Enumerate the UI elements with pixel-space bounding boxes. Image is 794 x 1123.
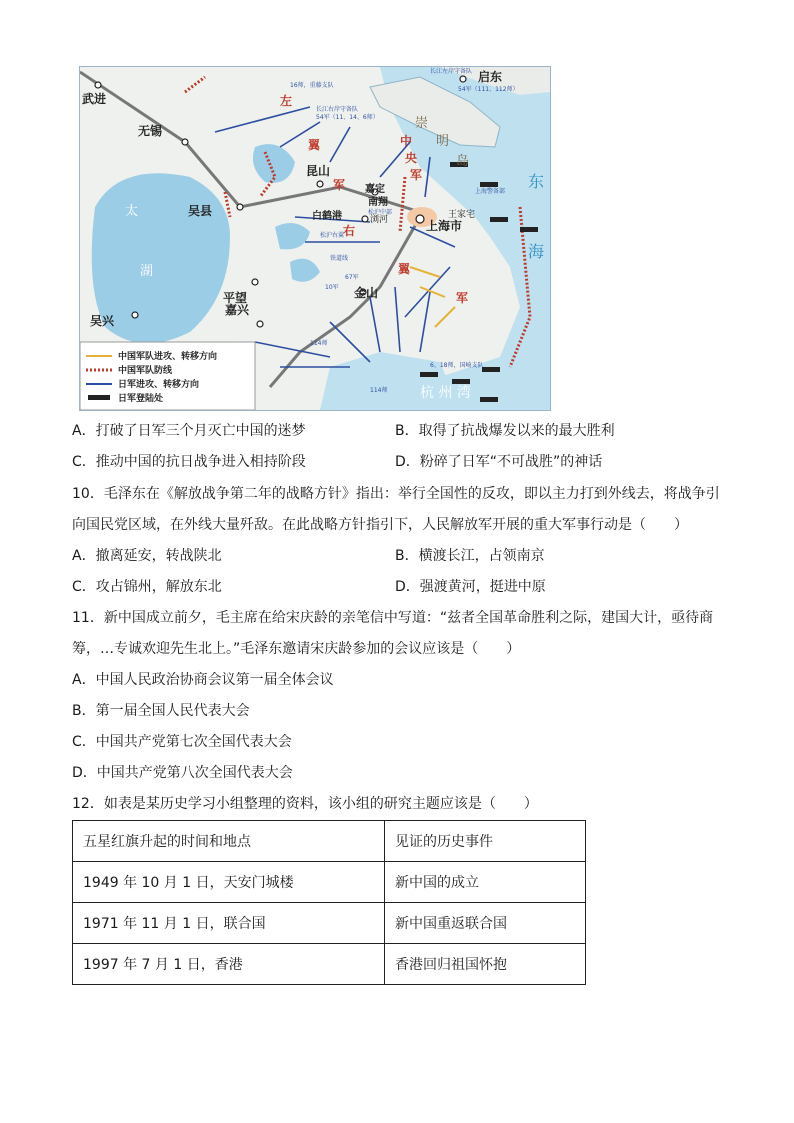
label-center-2: 央 bbox=[405, 151, 418, 165]
label-qidong: 启东 bbox=[478, 70, 503, 84]
label-chongming-3: 岛 bbox=[456, 154, 470, 169]
label-hangzhou-bay: 杭 州 湾 bbox=[420, 385, 471, 401]
table-cell-event: 新中国的成立 bbox=[385, 862, 586, 903]
label-songhu-right: 松沪右翼 bbox=[320, 232, 345, 239]
label-right-2: 翼 bbox=[398, 262, 411, 276]
battle-map bbox=[79, 66, 551, 411]
q9-option-b: B．取得了抗战爆发以来的最大胜利 bbox=[395, 423, 615, 439]
label-yangtze-left: 长江左岸守备队 bbox=[430, 68, 473, 75]
legend-label-1: 中国军队进攻、转移方向 bbox=[118, 352, 218, 362]
legend-label-3: 日军进攻、转移方向 bbox=[118, 380, 200, 390]
q10-stem-line-1: 10．毛泽东在《解放战争第二年的战略方针》指出：举行全国性的反攻，即以主力打到外线去，将战争引 bbox=[72, 486, 720, 502]
legend-label-2: 中国军队防线 bbox=[118, 366, 173, 376]
q9-option-d: D．粉碎了日军“不可战胜”的神话 bbox=[395, 454, 603, 470]
q11-option-a: A．中国人民政治协商会议第一届全体会议 bbox=[72, 672, 334, 688]
label-liuhe: 浏河 bbox=[370, 215, 389, 225]
q10-option-b: B．横渡长江，占领南京 bbox=[395, 548, 545, 564]
table-row bbox=[73, 862, 586, 903]
label-div-114b: 114师 bbox=[370, 387, 388, 394]
table-cell-event: 香港回归祖国怀抱 bbox=[385, 944, 586, 985]
label-wuxi: 无锡 bbox=[138, 124, 163, 138]
label-center-1: 中 bbox=[400, 134, 413, 148]
table-header-time-place: 五星红旗升起的时间和地点 bbox=[73, 821, 385, 862]
label-taihu-2: 湖 bbox=[140, 264, 154, 279]
label-wuxian: 吴县 bbox=[188, 204, 213, 218]
table-header-row bbox=[73, 821, 586, 862]
label-center-3: 军 bbox=[410, 168, 423, 182]
label-div-67: 67军 bbox=[345, 274, 359, 281]
q9-option-a: A．打破了日军三个月灭亡中国的迷梦 bbox=[72, 423, 306, 439]
label-kunshan: 昆山 bbox=[306, 164, 331, 178]
label-chongming-1: 崇 bbox=[415, 116, 429, 131]
label-left-wing-2: 翼 bbox=[308, 138, 321, 152]
q10-option-d: D．强渡黄河，挺进中原 bbox=[395, 579, 546, 595]
label-jiading: 嘉定 bbox=[365, 184, 385, 195]
label-div-6-18: 6、18师，国崎支队 bbox=[430, 362, 484, 369]
q11-stem-line-2: 筹，…专诚欢迎先生北上。”毛泽东邀请宋庆龄参加的会议应该是（ ） bbox=[72, 641, 521, 657]
table-cell-time-place: 1971 年 11 月 1 日，联合国 bbox=[73, 903, 385, 944]
q12-stem: 12．如表是某历史学习小组整理的资料，该小组的研究主题应该是（ ） bbox=[72, 796, 538, 812]
label-wuxing: 吴兴 bbox=[90, 314, 115, 328]
table-row bbox=[73, 903, 586, 944]
legend-swatch-ship bbox=[88, 395, 110, 400]
q10-option-c: C．攻占锦州，解放东北 bbox=[72, 579, 222, 595]
label-songhu-front: 上海警备部 bbox=[475, 188, 506, 195]
history-table bbox=[72, 820, 586, 985]
q11-option-b: B．第一届全国人民代表大会 bbox=[72, 703, 250, 719]
q11-option-c: C．中国共产党第七次全国代表大会 bbox=[72, 734, 292, 750]
table-header-event: 见证的历史事件 bbox=[385, 821, 586, 862]
label-wujin: 武进 bbox=[82, 92, 107, 106]
label-shanghai: 上海市 bbox=[426, 219, 463, 233]
table-row bbox=[73, 944, 586, 985]
label-yangtze-right: 长江右岸守备队 bbox=[316, 106, 359, 113]
label-qidong-units: 54军（111、112师） bbox=[458, 86, 519, 93]
label-songhu-center: 松沪中部 bbox=[368, 209, 393, 216]
label-taihu-1: 太 bbox=[125, 204, 139, 219]
label-unit-16: 16师，重藤支队 bbox=[290, 82, 334, 89]
table-cell-event: 新中国重返联合国 bbox=[385, 903, 586, 944]
legend-label-4: 日军登陆处 bbox=[118, 394, 164, 404]
q9-option-c: C．推动中国的抗日战争进入相持阶段 bbox=[72, 454, 306, 470]
label-chongming-2: 明 bbox=[436, 134, 450, 149]
q11-option-d: D．中国共产党第八次全国代表大会 bbox=[72, 765, 293, 781]
label-nanxiang: 南翔 bbox=[368, 197, 388, 208]
label-left-army: 军 bbox=[333, 178, 346, 192]
label-left-wing-1: 左 bbox=[280, 94, 293, 108]
table-cell-time-place: 1997 年 7 月 1 日，香港 bbox=[73, 944, 385, 985]
label-jinshan: 金山 bbox=[354, 286, 379, 300]
label-baihegang: 白鹤港 bbox=[312, 211, 342, 222]
label-army-54: 54军（11、14、6师） bbox=[316, 114, 379, 121]
table-cell-time-place: 1949 年 10 月 1 日，天安门城楼 bbox=[73, 862, 385, 903]
label-wangjiazhai: 王家宅 bbox=[448, 210, 476, 220]
label-div-114: 114师 bbox=[310, 340, 328, 347]
label-right-3: 军 bbox=[456, 291, 469, 305]
label-tiechuan: 铁道线 bbox=[330, 255, 349, 262]
q10-stem-line-2: 向国民党区域，在外线大量歼敌。在此战略方针指引下，人民解放军开展的重大军事行动是（ ） bbox=[72, 517, 688, 533]
label-jiaxing: 嘉兴 bbox=[225, 303, 250, 317]
map-legend bbox=[80, 342, 255, 410]
label-east-sea-1: 东 bbox=[528, 172, 545, 191]
label-div-10: 10军 bbox=[325, 284, 339, 291]
battle-map-svg bbox=[80, 67, 550, 410]
label-right-1: 右 bbox=[343, 224, 356, 238]
q11-stem-line-1: 11．新中国成立前夕，毛主席在给宋庆龄的亲笔信中写道：“兹者全国革命胜利之际，建国大计，亟待商 bbox=[72, 610, 714, 626]
label-east-sea-2: 海 bbox=[528, 242, 545, 261]
label-pingwang: 平望 bbox=[223, 291, 248, 305]
q10-option-a: A．撤离延安，转战陕北 bbox=[72, 548, 222, 564]
